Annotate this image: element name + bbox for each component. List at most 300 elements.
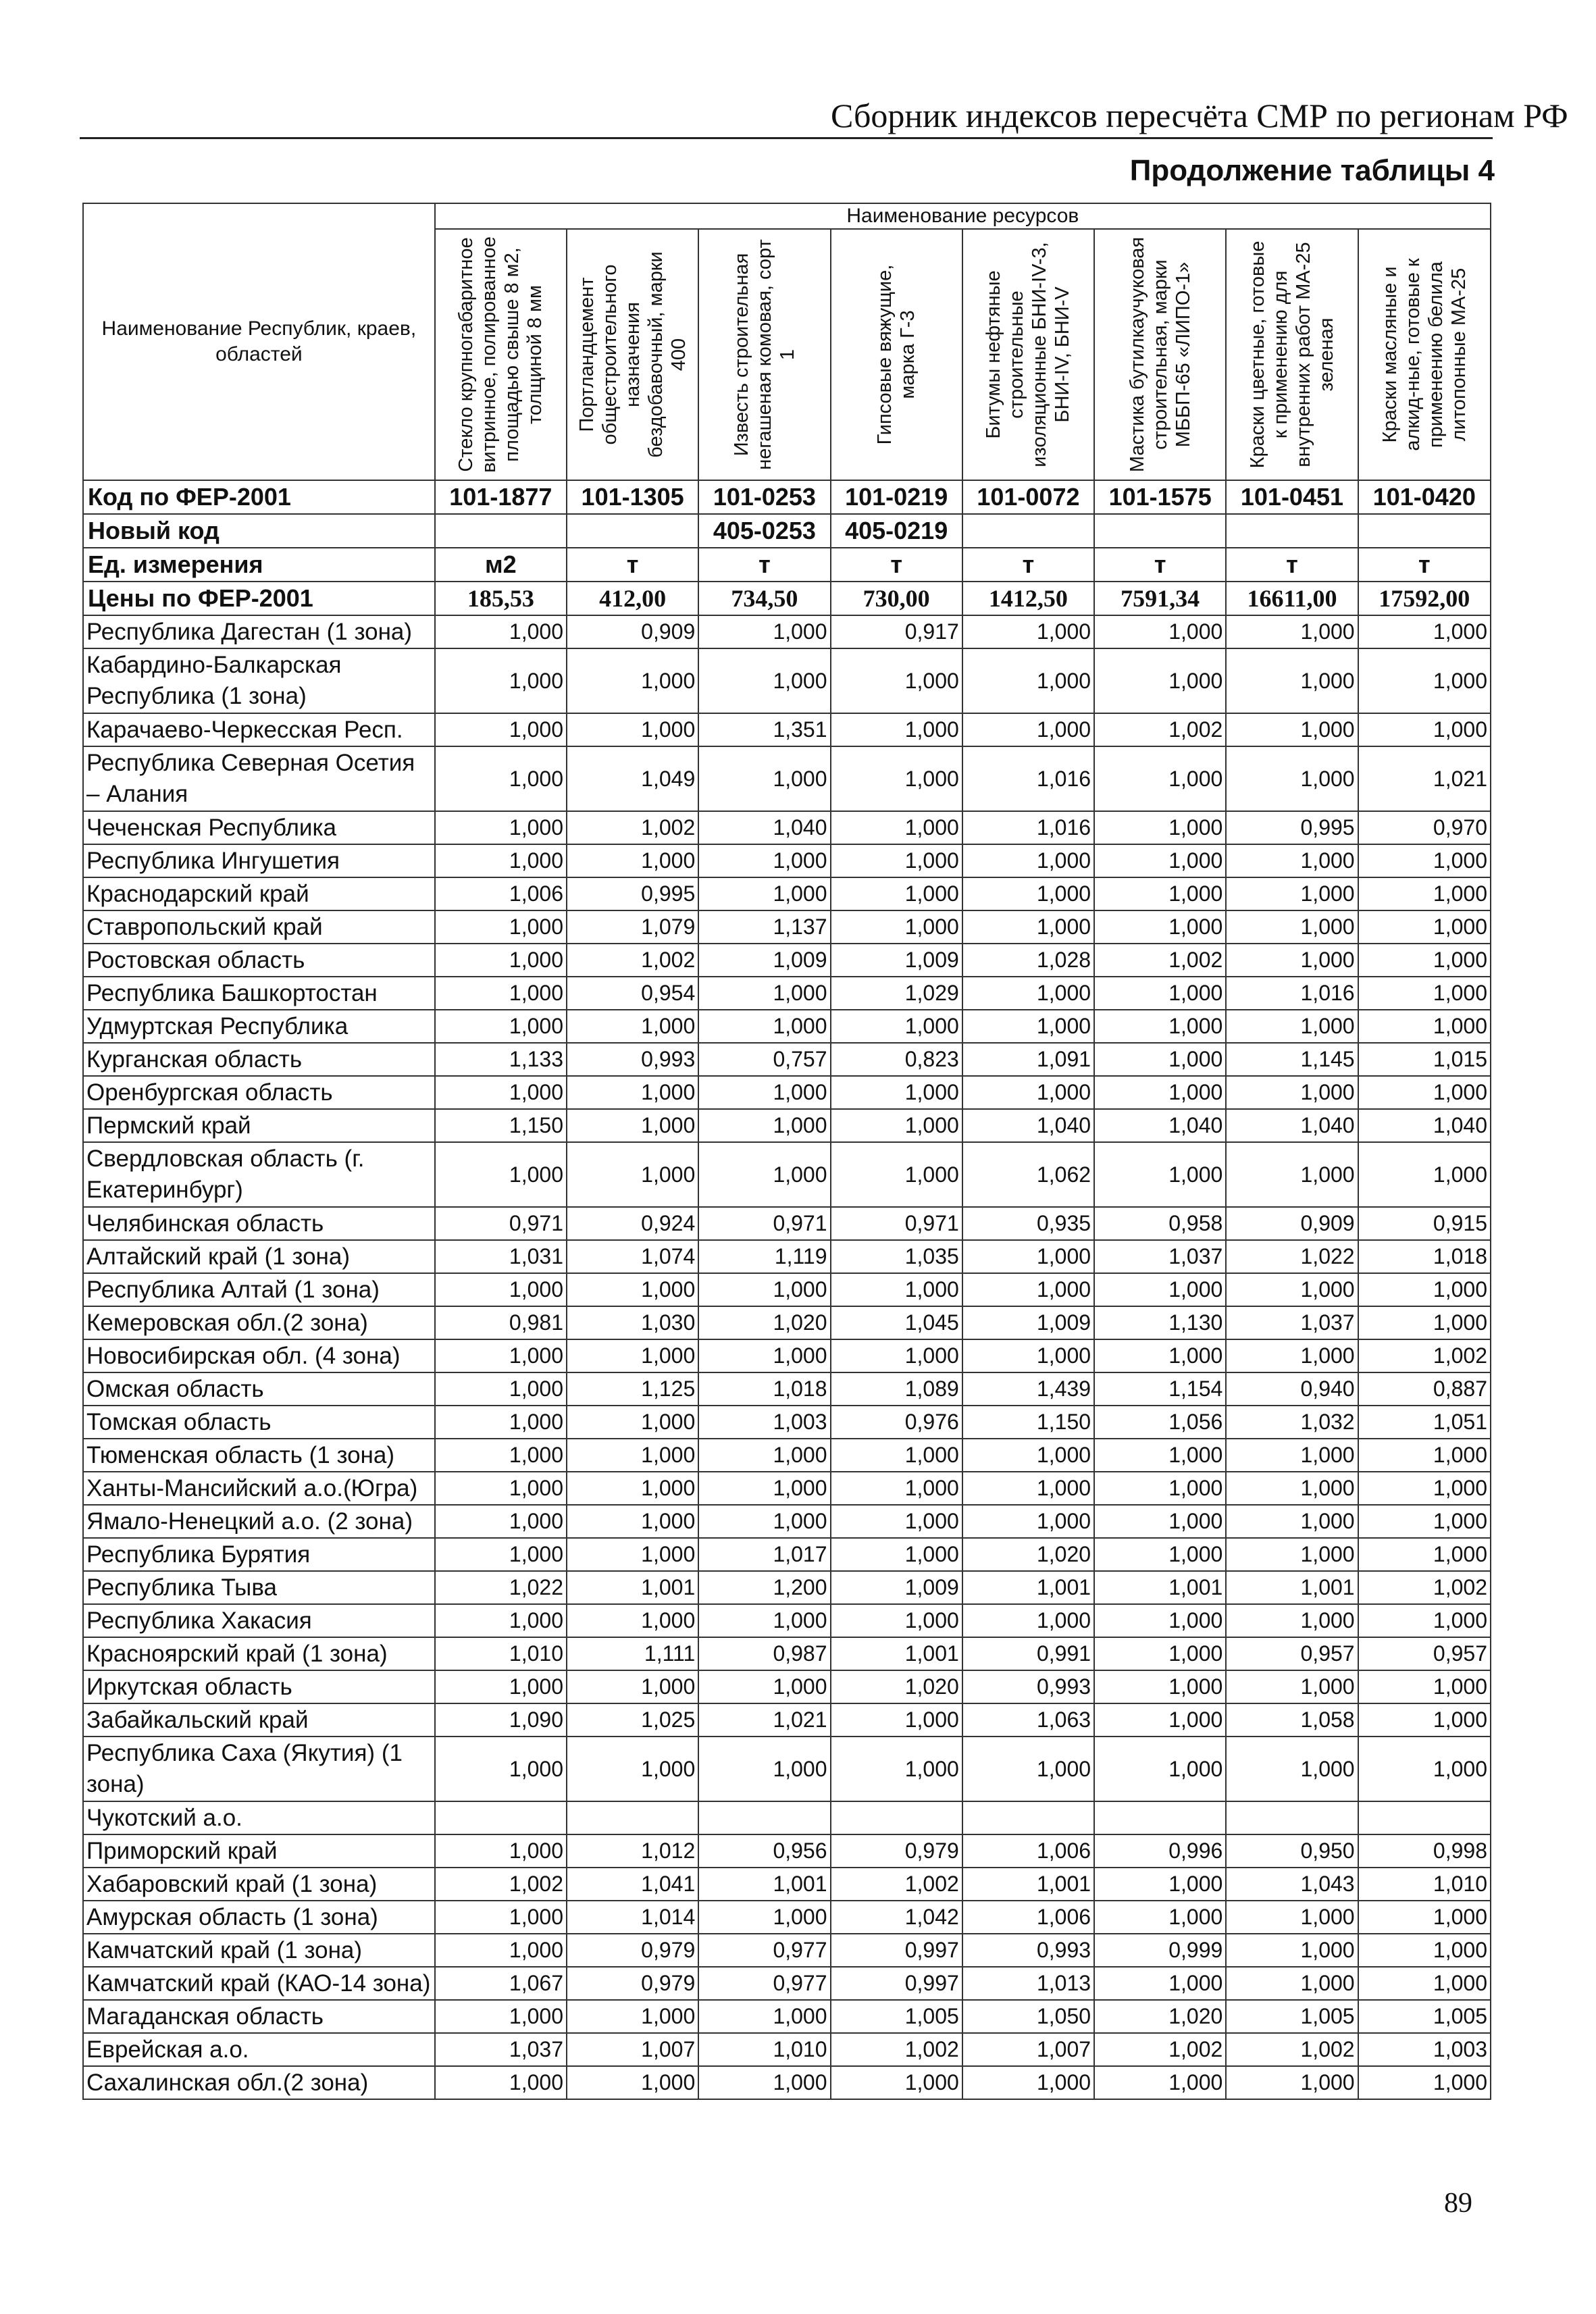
index-value: 1,000 — [435, 1372, 567, 1406]
index-value: 1,000 — [435, 1538, 567, 1571]
index-value: 1,000 — [1226, 1076, 1358, 1109]
index-value: 1,002 — [831, 1868, 962, 1901]
table-row — [83, 615, 1491, 648]
index-value: 1,002 — [435, 1868, 567, 1901]
index-value: 1,037 — [1226, 1306, 1358, 1339]
region-name: Республика Тыва — [83, 1571, 435, 1604]
index-value: 1,000 — [1226, 1737, 1358, 1801]
index-value: 1,020 — [1094, 2000, 1226, 2033]
index-value: 1,000 — [698, 1076, 830, 1109]
index-value: 1,000 — [1226, 1538, 1358, 1571]
index-value: 1,000 — [567, 1076, 698, 1109]
table-row — [83, 1801, 1491, 1834]
resource-column-label: Битумы нефтяные строительные изоляционные БНИ-IV-3, БНИ-IV, БНИ-V — [983, 242, 1074, 467]
index-value: 1,000 — [831, 844, 962, 877]
index-value: 1,001 — [1094, 1571, 1226, 1604]
index-value: 1,000 — [1226, 1273, 1358, 1306]
index-value — [698, 1801, 830, 1834]
table-row — [83, 1207, 1491, 1240]
index-value: 1,000 — [1226, 1010, 1358, 1043]
spec-value — [435, 514, 567, 548]
index-value: 1,000 — [435, 1010, 567, 1043]
index-value: 1,000 — [1358, 1737, 1491, 1801]
spec-value: 101-0253 — [698, 480, 830, 514]
region-name: Республика Хакасия — [83, 1604, 435, 1637]
index-value: 1,000 — [1226, 1142, 1358, 1207]
table-row — [83, 1703, 1491, 1737]
index-value: 1,000 — [962, 1076, 1094, 1109]
index-value: 1,005 — [1226, 2000, 1358, 2033]
index-value: 1,000 — [831, 1273, 962, 1306]
index-value: 1,000 — [567, 2066, 698, 2099]
index-value: 1,017 — [698, 1538, 830, 1571]
index-value: 1,000 — [435, 811, 567, 844]
index-value: 1,079 — [567, 910, 698, 944]
index-value: 1,018 — [1358, 1240, 1491, 1273]
index-value: 1,014 — [567, 1901, 698, 1934]
index-value: 1,000 — [1226, 713, 1358, 746]
index-value: 1,001 — [698, 1868, 830, 1901]
index-value: 1,000 — [435, 1472, 567, 1505]
index-value: 1,000 — [962, 713, 1094, 746]
index-value: 1,000 — [698, 2000, 830, 2033]
index-value: 1,001 — [962, 1868, 1094, 1901]
index-value: 1,042 — [831, 1901, 962, 1934]
index-value: 1,000 — [962, 977, 1094, 1010]
spec-value: 101-1305 — [567, 480, 698, 514]
spec-value: т — [1094, 548, 1226, 582]
index-value: 1,000 — [698, 1505, 830, 1538]
index-value: 1,040 — [1094, 1109, 1226, 1142]
index-value: 0,971 — [435, 1207, 567, 1240]
index-value: 1,000 — [1094, 1670, 1226, 1703]
region-name: Кабардино-Балкарская Республика (1 зона) — [83, 648, 435, 713]
index-value: 1,000 — [435, 2066, 567, 2099]
table-row — [83, 1604, 1491, 1637]
index-value: 1,056 — [1094, 1406, 1226, 1439]
index-value: 1,000 — [698, 1142, 830, 1207]
table-row — [83, 1372, 1491, 1406]
index-value: 1,000 — [962, 877, 1094, 910]
region-name: Чеченская Республика — [83, 811, 435, 844]
spec-value: 1412,50 — [962, 582, 1094, 615]
index-value: 1,111 — [567, 1637, 698, 1670]
index-value: 1,030 — [567, 1306, 698, 1339]
index-value: 1,009 — [962, 1306, 1094, 1339]
index-value: 1,000 — [1358, 1306, 1491, 1339]
index-value: 1,002 — [1094, 2033, 1226, 2066]
region-name: Пермский край — [83, 1109, 435, 1142]
spec-value: 101-0219 — [831, 480, 962, 514]
index-value: 1,016 — [962, 811, 1094, 844]
index-value: 1,119 — [698, 1240, 830, 1273]
index-value: 0,909 — [1226, 1207, 1358, 1240]
index-value: 1,000 — [1094, 1538, 1226, 1571]
region-name: Кемеровская обл.(2 зона) — [83, 1306, 435, 1339]
index-value: 1,000 — [962, 2066, 1094, 2099]
index-value: 1,000 — [698, 1737, 830, 1801]
spec-value: 101-0451 — [1226, 480, 1358, 514]
index-value: 1,000 — [1094, 1472, 1226, 1505]
region-name: Ставропольский край — [83, 910, 435, 944]
spec-label: Код по ФЕР-2001 — [83, 480, 435, 514]
table-row — [83, 910, 1491, 944]
index-value: 1,002 — [567, 811, 698, 844]
index-value: 0,971 — [698, 1207, 830, 1240]
index-value: 1,006 — [962, 1834, 1094, 1868]
index-value: 1,000 — [698, 615, 830, 648]
index-value: 1,000 — [1358, 713, 1491, 746]
index-value: 1,000 — [1226, 1339, 1358, 1372]
index-value: 1,000 — [1094, 1043, 1226, 1076]
index-value: 1,000 — [435, 746, 567, 811]
index-value: 1,000 — [1358, 1505, 1491, 1538]
index-value: 0,997 — [831, 1934, 962, 1967]
index-value: 1,000 — [1226, 1934, 1358, 1967]
region-name: Ямало-Ненецкий а.о. (2 зона) — [83, 1505, 435, 1538]
index-value: 1,000 — [1226, 944, 1358, 977]
index-value: 1,145 — [1226, 1043, 1358, 1076]
index-value: 0,956 — [698, 1834, 830, 1868]
index-value: 1,021 — [1358, 746, 1491, 811]
resources-group-header: Наименование ресурсов — [435, 203, 1491, 229]
index-value: 1,000 — [962, 615, 1094, 648]
index-value: 1,000 — [1358, 944, 1491, 977]
index-value: 1,000 — [1226, 1505, 1358, 1538]
table-row — [83, 811, 1491, 844]
index-value: 1,003 — [698, 1406, 830, 1439]
spec-label: Новый код — [83, 514, 435, 548]
index-value: 1,001 — [1226, 1571, 1358, 1604]
index-value: 1,133 — [435, 1043, 567, 1076]
table-row — [83, 944, 1491, 977]
region-name: Омская область — [83, 1372, 435, 1406]
region-name: Ростовская область — [83, 944, 435, 977]
spec-value: т — [1226, 548, 1358, 582]
index-value: 1,040 — [698, 811, 830, 844]
table-row — [83, 2066, 1491, 2099]
index-value: 0,993 — [567, 1043, 698, 1076]
index-value: 1,009 — [831, 944, 962, 977]
index-value: 1,000 — [567, 1538, 698, 1571]
resource-column-header — [567, 229, 698, 480]
index-value: 1,125 — [567, 1372, 698, 1406]
index-value: 1,000 — [831, 1142, 962, 1207]
index-value: 1,040 — [962, 1109, 1094, 1142]
index-value: 1,000 — [1358, 648, 1491, 713]
spec-value: 185,53 — [435, 582, 567, 615]
index-value: 1,000 — [435, 615, 567, 648]
index-value: 1,000 — [831, 1604, 962, 1637]
index-value: 1,000 — [1094, 1737, 1226, 1801]
index-value: 1,000 — [962, 1439, 1094, 1472]
table-row — [83, 977, 1491, 1010]
index-value: 1,000 — [567, 1273, 698, 1306]
index-value: 0,757 — [698, 1043, 830, 1076]
index-value: 0,976 — [831, 1406, 962, 1439]
index-value: 1,000 — [831, 1538, 962, 1571]
spec-value: 734,50 — [698, 582, 830, 615]
index-value: 1,000 — [698, 1339, 830, 1372]
index-value: 1,000 — [1226, 1967, 1358, 2000]
index-value: 1,000 — [1226, 746, 1358, 811]
spec-value: м2 — [435, 548, 567, 582]
index-value: 1,439 — [962, 1372, 1094, 1406]
region-name: Камчатский край (КАО-14 зона) — [83, 1967, 435, 2000]
table-row — [83, 2000, 1491, 2033]
index-value: 1,000 — [1226, 2066, 1358, 2099]
spec-value: 405-0253 — [698, 514, 830, 548]
spec-value — [962, 514, 1094, 548]
index-value: 1,089 — [831, 1372, 962, 1406]
index-value: 1,003 — [1358, 2033, 1491, 2066]
index-value: 1,000 — [435, 1076, 567, 1109]
index-value: 1,009 — [831, 1571, 962, 1604]
index-value: 0,999 — [1094, 1934, 1226, 1967]
spec-value: 7591,34 — [1094, 582, 1226, 615]
resource-column-header — [962, 229, 1094, 480]
spec-value: т — [567, 548, 698, 582]
region-name: Республика Ингушетия — [83, 844, 435, 877]
table-row — [83, 746, 1491, 811]
index-value: 1,000 — [698, 844, 830, 877]
index-value: 1,000 — [698, 1109, 830, 1142]
region-name: Челябинская область — [83, 1207, 435, 1240]
table-row — [83, 1737, 1491, 1801]
index-value: 1,000 — [698, 1604, 830, 1637]
index-value: 0,924 — [567, 1207, 698, 1240]
region-name: Приморский край — [83, 1834, 435, 1868]
index-value: 1,002 — [1358, 1339, 1491, 1372]
region-name: Удмуртская Республика — [83, 1010, 435, 1043]
spec-value: 412,00 — [567, 582, 698, 615]
index-value: 1,000 — [567, 1109, 698, 1142]
index-value: 0,887 — [1358, 1372, 1491, 1406]
spec-label: Ед. измерения — [83, 548, 435, 582]
index-value: 1,037 — [1094, 1240, 1226, 1273]
index-value: 1,000 — [1358, 1670, 1491, 1703]
page-number: 89 — [1444, 2188, 1472, 2219]
resource-column-header — [1094, 229, 1226, 480]
index-value: 1,000 — [831, 1505, 962, 1538]
index-value: 1,000 — [698, 877, 830, 910]
spec-row — [83, 514, 1491, 548]
spec-value: 405-0219 — [831, 514, 962, 548]
index-value: 1,074 — [567, 1240, 698, 1273]
index-value: 1,000 — [831, 2066, 962, 2099]
index-value: 1,000 — [567, 1439, 698, 1472]
index-value: 1,000 — [831, 713, 962, 746]
index-value: 1,000 — [1226, 1472, 1358, 1505]
index-value: 1,000 — [698, 1670, 830, 1703]
table-row — [83, 1010, 1491, 1043]
table-row — [83, 648, 1491, 713]
index-value: 1,000 — [435, 944, 567, 977]
index-value: 1,000 — [567, 713, 698, 746]
index-value: 1,005 — [1358, 2000, 1491, 2033]
spec-row — [83, 582, 1491, 615]
index-value: 1,000 — [1094, 1339, 1226, 1372]
table-row — [83, 1406, 1491, 1439]
spec-value: т — [962, 548, 1094, 582]
index-value: 1,000 — [435, 1505, 567, 1538]
index-value: 1,000 — [435, 1670, 567, 1703]
index-value: 0,950 — [1226, 1834, 1358, 1868]
index-value: 1,000 — [1226, 1439, 1358, 1472]
index-value: 1,000 — [1094, 1439, 1226, 1472]
table-row — [83, 1306, 1491, 1339]
index-value: 0,957 — [1358, 1637, 1491, 1670]
resource-column-label: Гипсовые вяжущие, марка Г-3 — [874, 264, 919, 445]
region-name: Республика Северная Осетия – Алания — [83, 746, 435, 811]
index-value: 1,002 — [1226, 2033, 1358, 2066]
index-value: 1,000 — [831, 1109, 962, 1142]
index-value: 1,000 — [962, 1737, 1094, 1801]
resource-column-label: Мастика бутилкаучуковая строительная, марки МББП-65 «ЛИПО-1» — [1126, 236, 1194, 473]
spec-value: 16611,00 — [1226, 582, 1358, 615]
table-row — [83, 1339, 1491, 1372]
index-value: 1,001 — [962, 1571, 1094, 1604]
index-value: 1,000 — [435, 1339, 567, 1372]
spec-value — [1226, 514, 1358, 548]
header-divider — [80, 137, 1493, 139]
index-value: 0,979 — [567, 1967, 698, 2000]
index-value: 1,037 — [435, 2033, 567, 2066]
index-value: 1,000 — [698, 1273, 830, 1306]
index-value: 1,000 — [435, 977, 567, 1010]
index-value: 0,823 — [831, 1043, 962, 1076]
index-value: 1,000 — [962, 648, 1094, 713]
index-value — [567, 1801, 698, 1834]
index-value: 1,002 — [1094, 944, 1226, 977]
region-name: Хабаровский край (1 зона) — [83, 1868, 435, 1901]
index-value: 1,000 — [831, 1076, 962, 1109]
index-value: 1,000 — [1094, 1273, 1226, 1306]
index-value: 1,000 — [567, 1604, 698, 1637]
index-value: 1,016 — [962, 746, 1094, 811]
index-value: 1,010 — [435, 1637, 567, 1670]
index-value: 1,000 — [1226, 844, 1358, 877]
index-value: 1,000 — [962, 1604, 1094, 1637]
index-value: 1,000 — [1358, 615, 1491, 648]
index-value: 1,150 — [962, 1406, 1094, 1439]
spec-value: 101-0420 — [1358, 480, 1491, 514]
index-value: 1,000 — [1358, 844, 1491, 877]
index-value: 1,000 — [831, 811, 962, 844]
region-name: Республика Дагестан (1 зона) — [83, 615, 435, 648]
index-value: 1,000 — [1094, 977, 1226, 1010]
region-name: Красноярский край (1 зона) — [83, 1637, 435, 1670]
index-value: 1,002 — [567, 944, 698, 977]
index-value: 1,000 — [1358, 1901, 1491, 1934]
index-value: 1,130 — [1094, 1306, 1226, 1339]
index-value: 1,000 — [831, 877, 962, 910]
index-value: 0,995 — [1226, 811, 1358, 844]
table-row — [83, 844, 1491, 877]
index-value: 1,000 — [1094, 1142, 1226, 1207]
index-value: 1,000 — [1226, 1604, 1358, 1637]
spec-value: 730,00 — [831, 582, 962, 615]
index-value: 1,000 — [698, 1439, 830, 1472]
region-name: Томская область — [83, 1406, 435, 1439]
index-value: 1,000 — [435, 1273, 567, 1306]
index-value: 1,000 — [1358, 1934, 1491, 1967]
region-name: Забайкальский край — [83, 1703, 435, 1737]
region-name: Оренбургская область — [83, 1076, 435, 1109]
resource-column-label: Известь строительная негашеная комовая, сорт 1 — [730, 239, 798, 470]
table-row — [83, 1043, 1491, 1076]
index-value: 1,000 — [567, 648, 698, 713]
spec-value: 101-1877 — [435, 480, 567, 514]
index-value: 1,000 — [1358, 1472, 1491, 1505]
spec-value: 17592,00 — [1358, 582, 1491, 615]
index-value: 1,000 — [1358, 1604, 1491, 1637]
index-value: 0,954 — [567, 977, 698, 1010]
index-value: 0,979 — [567, 1934, 698, 1967]
index-value: 1,035 — [831, 1240, 962, 1273]
index-value: 1,000 — [1094, 877, 1226, 910]
index-value: 1,000 — [435, 1406, 567, 1439]
index-value: 1,010 — [1358, 1868, 1491, 1901]
index-value: 1,000 — [1094, 1901, 1226, 1934]
index-value: 1,000 — [1094, 1604, 1226, 1637]
index-value: 1,000 — [1226, 877, 1358, 910]
index-value: 1,000 — [435, 1834, 567, 1868]
index-value: 1,025 — [567, 1703, 698, 1737]
index-value — [1094, 1801, 1226, 1834]
region-name: Новосибирская обл. (4 зона) — [83, 1339, 435, 1372]
index-value: 1,001 — [831, 1637, 962, 1670]
index-value: 1,000 — [1358, 1076, 1491, 1109]
table-continuation-title: Продолжение таблицы 4 — [1129, 154, 1495, 187]
index-value: 1,062 — [962, 1142, 1094, 1207]
index-value: 0,981 — [435, 1306, 567, 1339]
index-value: 0,915 — [1358, 1207, 1491, 1240]
region-name: Республика Башкортостан — [83, 977, 435, 1010]
spec-row — [83, 480, 1491, 514]
index-value: 1,000 — [962, 1339, 1094, 1372]
table-row — [83, 1273, 1491, 1306]
index-value: 1,000 — [831, 648, 962, 713]
index-value: 0,993 — [962, 1934, 1094, 1967]
table-row — [83, 1868, 1491, 1901]
index-value: 1,000 — [831, 910, 962, 944]
resource-column-header — [435, 229, 567, 480]
index-value: 1,000 — [1358, 1010, 1491, 1043]
index-value: 1,007 — [567, 2033, 698, 2066]
index-value: 0,940 — [1226, 1372, 1358, 1406]
resource-column-label: Портландцемент общестроительного назначения бездобавочный, марки 400 — [575, 251, 690, 458]
index-value: 0,987 — [698, 1637, 830, 1670]
table-row — [83, 1670, 1491, 1703]
region-column-header: Наименование Республик, краев, областей — [83, 203, 435, 480]
index-value: 1,000 — [698, 1901, 830, 1934]
region-name: Краснодарский край — [83, 877, 435, 910]
index-value: 1,000 — [1094, 746, 1226, 811]
index-value: 1,020 — [831, 1670, 962, 1703]
resource-column-header — [1226, 229, 1358, 480]
index-value: 1,043 — [1226, 1868, 1358, 1901]
index-value: 1,000 — [698, 746, 830, 811]
resource-column-header — [698, 229, 830, 480]
region-name: Иркутская область — [83, 1670, 435, 1703]
spec-value: т — [698, 548, 830, 582]
index-value: 1,000 — [567, 2000, 698, 2033]
index-value: 0,991 — [962, 1637, 1094, 1670]
index-value: 1,013 — [962, 1967, 1094, 2000]
index-value: 0,977 — [698, 1934, 830, 1967]
index-value: 1,000 — [567, 844, 698, 877]
